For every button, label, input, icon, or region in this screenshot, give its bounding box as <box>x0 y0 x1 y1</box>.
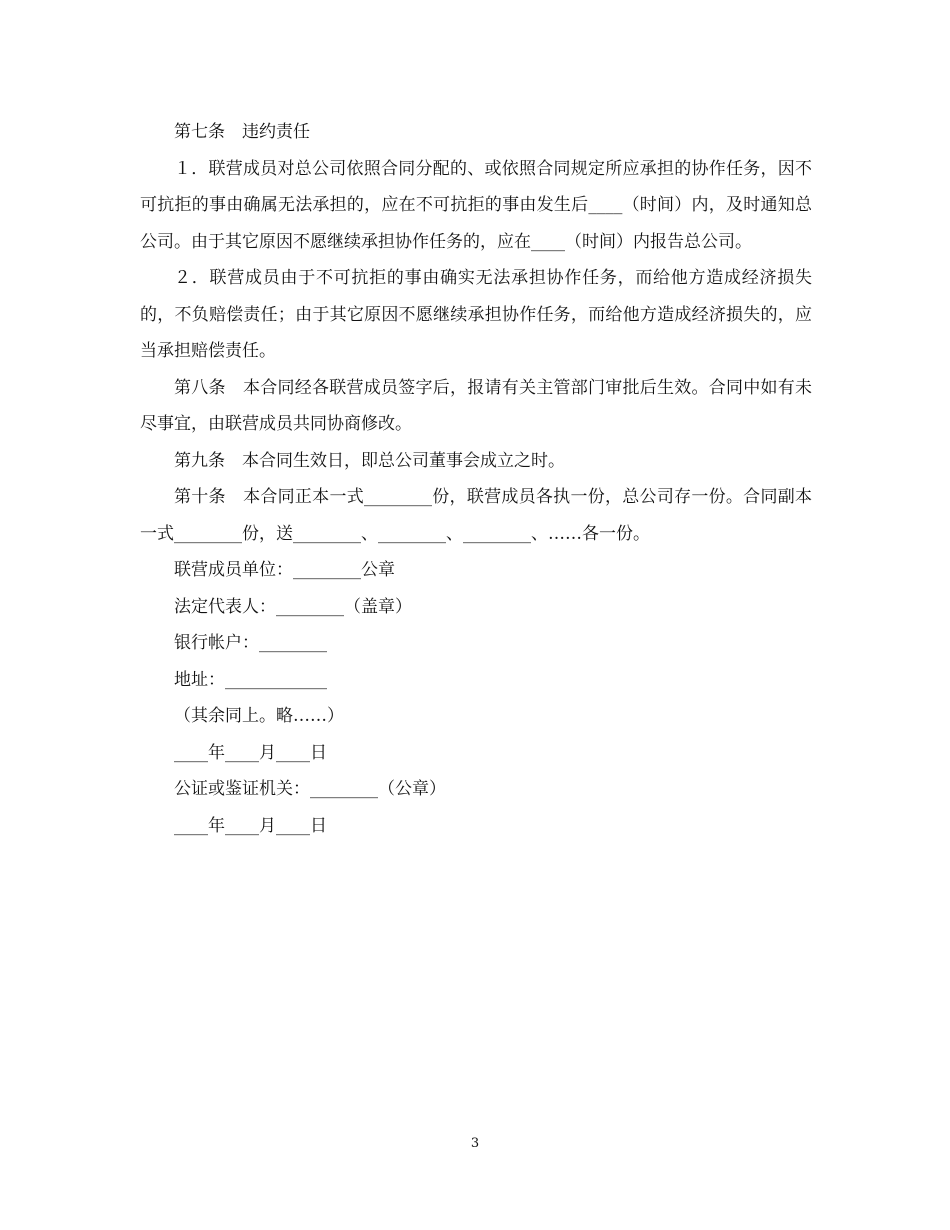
article-7-heading: 第七条 违约责任 <box>174 122 310 142</box>
article-7-clause-1: １．联营成员对总公司依照合同分配的、或依照合同规定所应承担的协作任务，因不可抗拒的事由确属无法承担的，应在不可抗拒的事由发生后____（时间）内，及时通知总公司。由于其它原因不愿继续承担协作任务的，应在____（时间）内报告总公司。 <box>140 158 812 252</box>
article-9: 第九条 本合同生效日，即总公司董事会成立之时。 <box>174 450 565 471</box>
article-8: 第八条 本合同经各联营成员签字后，报请有关主管部门审批后生效。合同中如有未尽事宜，由联营成员共同协商修改。 <box>140 377 812 434</box>
date-line-1: ____年____月____日 <box>174 742 327 763</box>
notary-authority-line: 公证或鉴证机关：________（公章） <box>174 779 446 799</box>
date-line-2: ____年____月____日 <box>174 815 327 836</box>
member-unit-line: 联营成员单位：________公章 <box>174 560 395 580</box>
article-10: 第十条 本合同正本一式________份，联营成员各执一份，总公司存一份。合同副本一式________份，送________、________、________、……各一份。 <box>140 487 812 544</box>
article-7-clause-2: ２．联营成员由于不可抗拒的事由确实无法承担协作任务，而给他方造成经济损失的，不负赔偿责任；由于其它原因不愿继续承担协作任务，而给他方造成经济损失的，应当承担赔偿责任。 <box>140 268 812 361</box>
bank-account-line: 银行帐户：________ <box>174 633 327 653</box>
document-body <box>140 114 812 844</box>
legal-representative-line: 法定代表人：________（盖章） <box>174 596 412 617</box>
address-line: 地址：____________ <box>174 669 327 690</box>
page-number: 3 <box>470 1136 480 1151</box>
remainder-note: （其余同上。略……） <box>174 706 344 726</box>
